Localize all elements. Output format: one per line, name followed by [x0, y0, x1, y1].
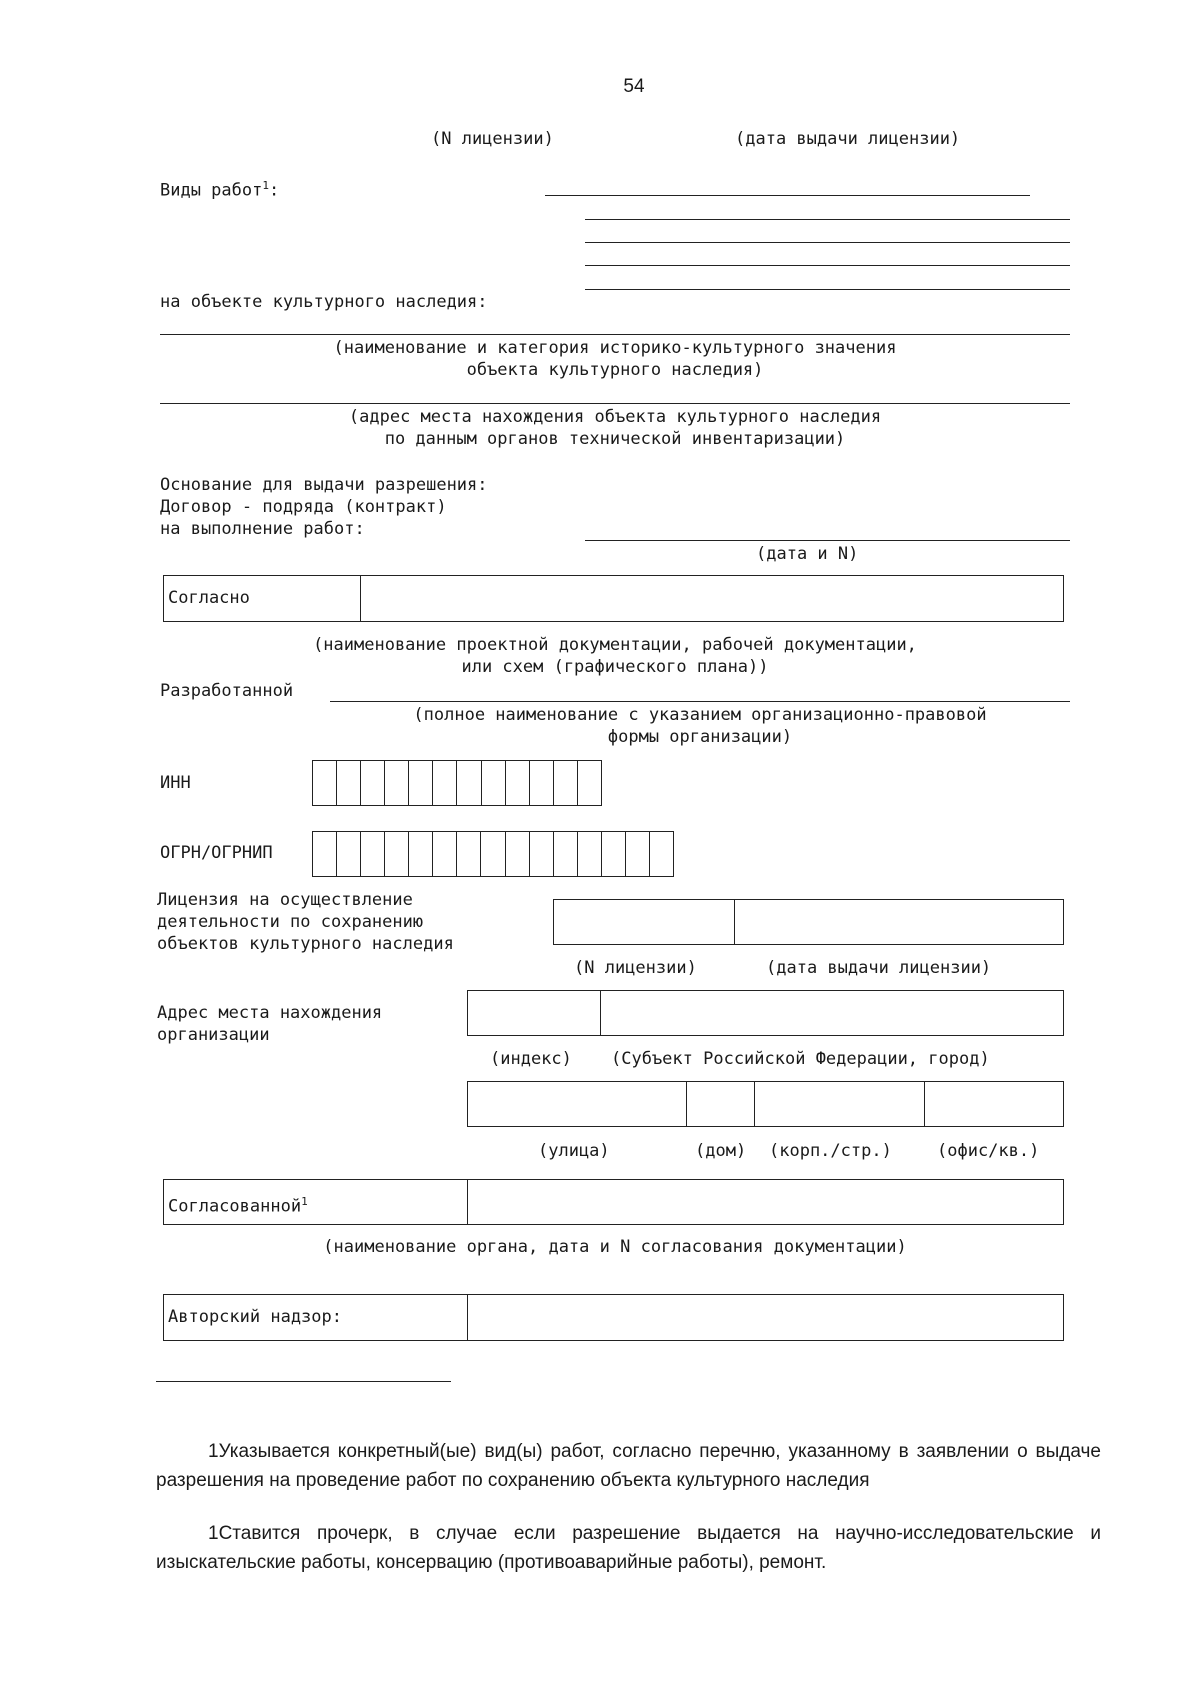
inn-digit-cell[interactable]	[433, 761, 457, 805]
org-license-date-input[interactable]	[736, 900, 1063, 944]
supervision-input[interactable]	[469, 1295, 1063, 1340]
org-license-number-caption: (N лицензии)	[574, 958, 697, 978]
org-license-box	[553, 899, 1064, 945]
heritage-object-address-caption	[160, 406, 1070, 450]
agreed-caption	[160, 634, 1070, 678]
coordinated-box	[163, 1179, 1064, 1225]
inn-digit-cell[interactable]	[530, 761, 554, 805]
work-types-text: Виды работ	[160, 180, 263, 201]
footnote-separator	[156, 1381, 451, 1382]
heritage-address-caption-line-2: по данным органов технической инвентаризации)	[384, 429, 846, 449]
inn-cells[interactable]	[312, 760, 602, 806]
house-input[interactable]	[688, 1082, 754, 1126]
postal-index-input[interactable]	[468, 991, 600, 1035]
agreed-box	[163, 575, 1064, 622]
contract-date-caption: (дата и N)	[756, 544, 859, 564]
building-input[interactable]	[756, 1082, 924, 1126]
street-caption: (улица)	[538, 1141, 610, 1161]
ogrn-digit-cell[interactable]	[361, 832, 385, 876]
ogrn-digit-cell[interactable]	[626, 832, 650, 876]
heritage-name-caption-line-1: (наименование и категория историко-культурного значения	[333, 338, 897, 358]
office-input[interactable]	[926, 1082, 1063, 1126]
ogrn-digit-cell[interactable]	[554, 832, 578, 876]
heritage-object-address-line[interactable]	[160, 403, 1070, 404]
org-address-line-1: Адрес места нахождения	[157, 1003, 383, 1023]
heritage-object-name-caption	[160, 337, 1070, 381]
org-license-line-3: объектов культурного наследия	[157, 934, 454, 954]
org-license-divider	[734, 900, 735, 944]
org-license-line-2: деятельности по сохранению	[157, 912, 424, 932]
work-types-line-2[interactable]	[585, 219, 1070, 220]
agreed-box-divider	[360, 576, 361, 621]
heritage-object-label: на объекте культурного наследия:	[160, 292, 488, 312]
supervision-divider	[467, 1295, 468, 1340]
index-caption: (индекс)	[490, 1049, 572, 1069]
work-types-line-5[interactable]	[585, 289, 1070, 290]
building-caption: (корп./стр.)	[769, 1141, 892, 1161]
ogrn-digit-cell[interactable]	[481, 832, 505, 876]
contract-line[interactable]	[585, 540, 1070, 541]
region-city-input[interactable]	[602, 991, 1063, 1035]
coordinated-divider	[467, 1180, 468, 1224]
agreed-caption-line-1: (наименование проектной документации, рабочей документации,	[313, 635, 917, 655]
coordinated-input[interactable]	[469, 1180, 1063, 1224]
coordinated-footnote-mark: 1	[301, 1195, 308, 1208]
developed-caption-line-2: формы организации)	[607, 727, 793, 747]
footnote-1: 1Указывается конкретный(ые) вид(ы) работ, согласно перечню, указанному в заявлении о выдаче разрешения на проведение работ по сохранению объекта культурного наследия	[156, 1441, 1101, 1491]
heritage-name-caption-line-2: объекта культурного наследия)	[466, 360, 764, 380]
inn-digit-cell[interactable]	[409, 761, 433, 805]
work-types-line-3[interactable]	[585, 242, 1070, 243]
org-license-date-caption: (дата выдачи лицензии)	[766, 958, 992, 978]
ogrn-digit-cell[interactable]	[385, 832, 409, 876]
inn-digit-cell[interactable]	[506, 761, 530, 805]
org-address-line-2: организации	[157, 1025, 270, 1045]
heritage-object-name-line[interactable]	[160, 334, 1070, 335]
inn-digit-cell[interactable]	[578, 761, 601, 805]
agreed-caption-line-2: или схем (графического плана))	[461, 657, 769, 677]
ogrn-cells[interactable]	[312, 831, 674, 877]
page-number: 54	[623, 76, 645, 97]
agreed-input[interactable]	[362, 576, 1063, 621]
work-types-label	[160, 175, 279, 202]
developed-label: Разработанной	[160, 681, 294, 701]
work-types-colon: :	[268, 180, 280, 201]
street-input[interactable]	[468, 1082, 686, 1126]
ogrn-digit-cell[interactable]	[409, 832, 433, 876]
org-license-line-1: Лицензия на осуществление	[157, 890, 413, 910]
supervision-box	[163, 1294, 1064, 1341]
license-number-caption: (N лицензии)	[431, 129, 554, 149]
coordinated-label-text: Согласованной	[168, 1196, 302, 1217]
inn-digit-cell[interactable]	[554, 761, 578, 805]
inn-digit-cell[interactable]	[482, 761, 506, 805]
license-date-caption: (дата выдачи лицензии)	[735, 129, 961, 149]
house-caption: (дом)	[695, 1141, 747, 1161]
org-license-label	[157, 889, 454, 955]
developed-caption	[330, 704, 1070, 748]
inn-digit-cell[interactable]	[313, 761, 337, 805]
basis-line-2: Договор - подряда (контракт)	[160, 497, 447, 517]
ogrn-digit-cell[interactable]	[506, 832, 530, 876]
ogrn-digit-cell[interactable]	[337, 832, 361, 876]
org-address-box-1	[467, 990, 1064, 1036]
street-divider	[686, 1082, 687, 1126]
supervision-label: Авторский надзор:	[168, 1307, 342, 1327]
heritage-address-caption-line-1: (адрес места нахождения объекта культурного наследия	[348, 407, 882, 427]
org-license-number-input[interactable]	[554, 900, 734, 944]
coordinated-caption: (наименование органа, дата и N согласования документации)	[323, 1237, 907, 1257]
house-divider	[754, 1082, 755, 1126]
developed-caption-line-1: (полное наименование с указанием организационно-правовой	[413, 705, 987, 725]
work-types-footnote-mark: 1	[262, 179, 269, 192]
inn-digit-cell[interactable]	[337, 761, 361, 805]
developed-line[interactable]	[330, 701, 1070, 702]
coordinated-label	[168, 1191, 308, 1218]
inn-label: ИНН	[160, 773, 191, 793]
inn-digit-cell[interactable]	[385, 761, 409, 805]
building-divider	[924, 1082, 925, 1126]
basis-line-1: Основание для выдачи разрешения:	[160, 475, 488, 495]
office-caption: (офис/кв.)	[937, 1141, 1040, 1161]
org-address-box-2	[467, 1081, 1064, 1127]
footnote-2: 1Ставится прочерк, в случае если разрешение выдается на научно-исследовательские и изыскательские работы, консервацию (противоаварийные работы), ремонт.	[156, 1523, 1101, 1573]
index-divider	[600, 991, 601, 1035]
basis-line-3: на выполнение работ:	[160, 519, 365, 539]
ogrn-digit-cell[interactable]	[602, 832, 626, 876]
org-address-label	[157, 1002, 382, 1046]
inn-digit-cell[interactable]	[457, 761, 481, 805]
inn-digit-cell[interactable]	[361, 761, 385, 805]
basis-block	[160, 474, 488, 540]
work-types-line-4[interactable]	[585, 265, 1070, 266]
ogrn-digit-cell[interactable]	[433, 832, 457, 876]
ogrn-digit-cell[interactable]	[530, 832, 554, 876]
ogrn-digit-cell[interactable]	[457, 832, 481, 876]
agreed-label: Согласно	[168, 588, 250, 608]
subject-caption: (Субъект Российской Федерации, город)	[611, 1049, 990, 1069]
work-types-line-1[interactable]	[545, 195, 1030, 196]
ogrn-digit-cell[interactable]	[578, 832, 602, 876]
ogrn-label: ОГРН/ОГРНИП	[160, 843, 273, 863]
ogrn-digit-cell[interactable]	[313, 832, 337, 876]
ogrn-digit-cell[interactable]	[650, 832, 673, 876]
